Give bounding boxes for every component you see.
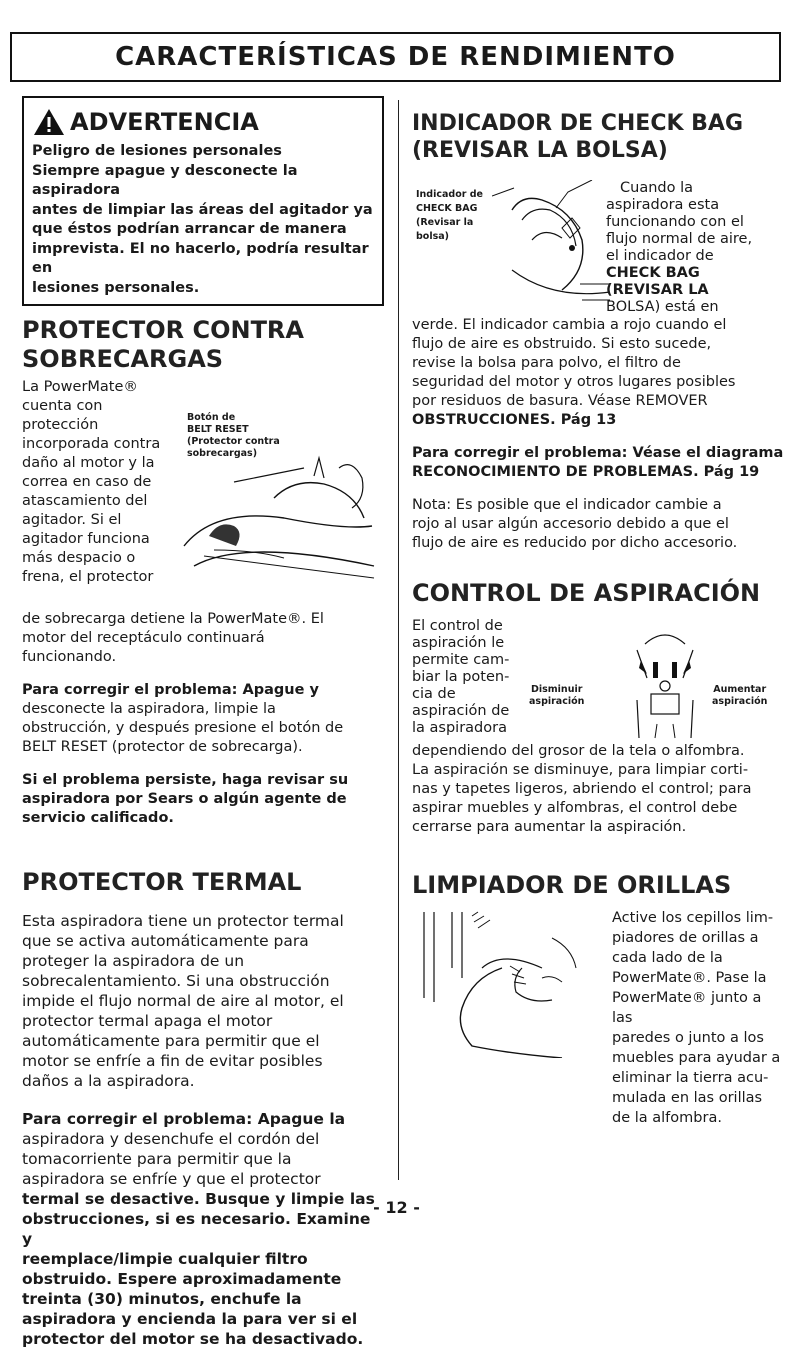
checkbag-figure-block xyxy=(412,180,784,315)
suction-figure-block xyxy=(412,618,784,738)
warning-triangle-icon xyxy=(32,107,66,137)
checkbag-label xyxy=(416,188,483,244)
checkbag-heading-line: INDICADOR DE CHECK BAG xyxy=(412,111,744,136)
suction-narrow-text xyxy=(412,618,542,737)
text-line: aspiración de xyxy=(412,703,510,719)
text-line: aspiradora y desenchufe el cordón del xyxy=(22,1130,320,1148)
text-line: daños a la aspiradora. xyxy=(22,1072,195,1090)
banner-title: CARACTERÍSTICAS DE RENDIMIENTO xyxy=(115,42,676,72)
text-line: Para corregir el problema: Véase el diagrama xyxy=(412,445,784,461)
text-line: Para corregir el problema: Apague y xyxy=(22,682,319,698)
edge-heading: LIMPIADOR DE ORILLAS xyxy=(412,871,732,899)
text-line: impide el flujo normal de aire al motor, el xyxy=(22,992,344,1010)
label-line: (Revisar la xyxy=(416,217,474,228)
page-number: - 12 - xyxy=(373,1198,420,1217)
text-line: frena, el protector xyxy=(22,569,154,585)
text-line: dependiendo del grosor de la tela o alfombra. xyxy=(412,743,745,759)
label-line: CHECK BAG xyxy=(416,203,478,214)
text-line: aspiradora se enfríe y que el protector xyxy=(22,1170,321,1188)
text-line: funcionando. xyxy=(22,649,117,665)
checkbag-fix xyxy=(412,444,784,482)
text-line: obstruido. Espere aproximadamente xyxy=(22,1270,342,1288)
text-line: RECONOCIMIENTO DE PROBLEMAS. Pág 19 xyxy=(412,464,760,480)
warning-line: lesiones personales. xyxy=(32,279,200,296)
text-line: permite cam- xyxy=(412,652,510,668)
overload-heading-line: PROTECTOR CONTRA xyxy=(22,316,304,344)
label-line: (Protector contra xyxy=(187,436,280,447)
edge-cleaner-illustration xyxy=(412,908,582,1058)
label-line: aspiración xyxy=(712,696,768,707)
text-line: protector termal apaga el motor xyxy=(22,1012,273,1030)
checkbag-illustration xyxy=(492,180,612,310)
text-line: cuenta con xyxy=(22,398,103,414)
label-line: BELT RESET xyxy=(187,424,249,435)
text-line: nas y tapetes ligeros, abriendo el control; para xyxy=(412,781,752,797)
text-line: funcionando con el xyxy=(606,214,744,230)
text-line: La aspiración se disminuye, para limpiar corti- xyxy=(412,762,749,778)
warning-box xyxy=(22,96,384,306)
left-column xyxy=(22,96,384,1349)
text-line: automáticamente para permitir que el xyxy=(22,1032,320,1050)
text-line: obstrucción, y después presione el botón de xyxy=(22,720,344,736)
text-line: Active los cepillos lim- xyxy=(612,910,774,926)
text-line: cia de xyxy=(412,686,456,702)
text-line: Para corregir el problema: Apague la xyxy=(22,1110,346,1128)
text-line: proteger la aspiradora de un xyxy=(22,952,245,970)
text-line: Si el problema persiste, haga revisar su xyxy=(22,772,349,788)
checkbag-heading-line: (REVISAR LA BOLSA) xyxy=(412,138,668,163)
label-line: bolsa) xyxy=(416,231,449,242)
warning-line: Siempre apague y desconecte la aspiradora xyxy=(32,162,298,198)
text-line: motor se enfríe a fin de evitar posibles xyxy=(22,1052,323,1070)
text-line: flujo de aire es reducido por dicho accesorio. xyxy=(412,535,738,551)
warning-line: que éstos podrían arrancar de manera xyxy=(32,221,347,237)
text-line: aspiradora por Sears o algún agente de xyxy=(22,791,347,807)
text-line: flujo normal de aire, xyxy=(606,231,753,247)
text-line: agitador. Si el xyxy=(22,512,122,528)
warning-header xyxy=(32,102,376,142)
text-line: atascamiento del xyxy=(22,493,148,509)
overload-heading-line: SOBRECARGAS xyxy=(22,345,224,373)
text-line: sobrecalentamiento. Si una obstrucción xyxy=(22,972,330,990)
checkbag-side-text xyxy=(606,180,752,316)
text-line: obstrucciones, si es necesario. Examine y xyxy=(22,1210,371,1248)
checkbag-text xyxy=(412,316,784,430)
text-line: BELT RESET (protector de sobrecarga). xyxy=(22,739,303,755)
text-line: biar la poten- xyxy=(412,669,510,685)
label-line: Aumentar xyxy=(713,684,767,695)
text-line: Cuando la xyxy=(620,180,693,196)
overload-persist xyxy=(22,771,384,828)
warning-title: ADVERTENCIA xyxy=(70,108,259,136)
warning-line: antes de limpiar las áreas del agitador ya xyxy=(32,201,373,218)
warning-line: Peligro de lesiones personales xyxy=(32,143,282,159)
text-line: de sobrecarga detiene la PowerMate®. El xyxy=(22,611,324,627)
edge-figure-block xyxy=(412,908,784,1126)
overload-narrow-text xyxy=(22,378,172,587)
text-line: treinta (30) minutos, enchufe la xyxy=(22,1290,302,1308)
text-line: rojo al usar algún accesorio debido a que el xyxy=(412,516,729,532)
text-line: la aspiradora xyxy=(412,720,507,736)
text-line: Nota: Es posible que el indicador cambie a xyxy=(412,497,722,513)
checkbag-note xyxy=(412,496,784,553)
text-line: paredes o junto a los xyxy=(612,1030,764,1046)
text-line: PowerMate® junto a las xyxy=(612,990,762,1026)
overload-heading xyxy=(22,316,384,374)
text-line: agitador funciona xyxy=(22,531,150,547)
label-line: Disminuir xyxy=(530,684,583,695)
thermal-fix xyxy=(22,1109,384,1349)
text-line: desconecte la aspiradora, limpie la xyxy=(22,701,276,717)
text-line: El control de xyxy=(412,618,503,634)
text-line: que se activa automáticamente para xyxy=(22,932,309,950)
text-line: seguridad del motor y otros lugares posibles xyxy=(412,374,736,390)
edge-text xyxy=(612,908,784,1128)
text-line: aspiradora esta xyxy=(606,197,720,213)
right-column xyxy=(412,96,784,1126)
text-line: aspiradora y encienda la para ver si el xyxy=(22,1310,358,1328)
label-line: aspiración xyxy=(529,696,585,707)
label-line: sobrecargas) xyxy=(187,448,258,459)
decrease-label xyxy=(529,684,584,708)
overload-fix xyxy=(22,681,384,757)
text-line: CHECK BAG xyxy=(606,265,700,281)
text-line: correa en caso de xyxy=(22,474,152,490)
text-line: reemplace/limpie cualquier filtro xyxy=(22,1250,308,1268)
thermal-heading: PROTECTOR TERMAL xyxy=(22,868,302,896)
suction-text xyxy=(412,742,784,837)
overload-figure-block xyxy=(22,378,384,610)
text-line: por residuos de basura. Véase REMOVER xyxy=(412,393,708,409)
text-line: revise la bolsa para polvo, el filtro de xyxy=(412,355,681,371)
text-line: (REVISAR LA xyxy=(606,282,709,298)
text-line: eliminar la tierra acu- xyxy=(612,1070,769,1086)
thermal-text xyxy=(22,911,384,1091)
text-line: motor del receptáculo continuará xyxy=(22,630,265,646)
checkbag-heading xyxy=(412,110,784,164)
warning-text xyxy=(32,142,376,298)
text-line: termal se desactive. Busque y limpie las xyxy=(22,1190,375,1208)
text-line: aspiración le xyxy=(412,635,505,651)
text-line: daño al motor y la xyxy=(22,455,155,471)
increase-label xyxy=(712,684,767,708)
overload-wide-text xyxy=(22,610,384,667)
text-line: piadores de orillas a xyxy=(612,930,759,946)
text-line: muebles para ayudar a xyxy=(612,1050,781,1066)
column-divider xyxy=(398,100,399,1180)
text-line: La PowerMate® xyxy=(22,379,138,395)
text-line: Esta aspiradora tiene un protector termal xyxy=(22,912,344,930)
suction-heading: CONTROL DE ASPIRACIÓN xyxy=(412,579,761,607)
text-line: el indicador de xyxy=(606,248,714,264)
section-banner xyxy=(10,32,781,82)
text-line: incorporada contra xyxy=(22,436,161,452)
powermate-illustration xyxy=(174,438,384,588)
text-line: aspirar muebles y alfombras, el control debe xyxy=(412,800,738,816)
text-line: tomacorriente para permitir que la xyxy=(22,1150,292,1168)
text-line: servicio calificado. xyxy=(22,810,174,826)
label-line: Botón de xyxy=(187,412,236,423)
text-line: PowerMate®. Pase la xyxy=(612,970,767,986)
text-line: protector del motor se ha desactivado. xyxy=(22,1330,364,1348)
suction-control-illustration xyxy=(617,630,713,740)
warning-line: imprevista. El no hacerlo, podría resultar en xyxy=(32,240,369,276)
text-line: OBSTRUCCIONES. Pág 13 xyxy=(412,412,617,428)
text-line: mulada en las orillas xyxy=(612,1090,763,1106)
text-line: BOLSA) está en xyxy=(606,299,719,315)
text-line: más despacio o xyxy=(22,550,136,566)
text-line: cada lado de la xyxy=(612,950,723,966)
text-line: cerrarse para aumentar la aspiración. xyxy=(412,819,687,835)
text-line: de la alfombra. xyxy=(612,1110,722,1126)
text-line: protección xyxy=(22,417,99,433)
text-line: verde. El indicador cambia a rojo cuando el xyxy=(412,317,727,333)
label-line: Indicador de xyxy=(416,189,483,200)
text-line: flujo de aire es obstruido. Si esto sucede, xyxy=(412,336,712,352)
